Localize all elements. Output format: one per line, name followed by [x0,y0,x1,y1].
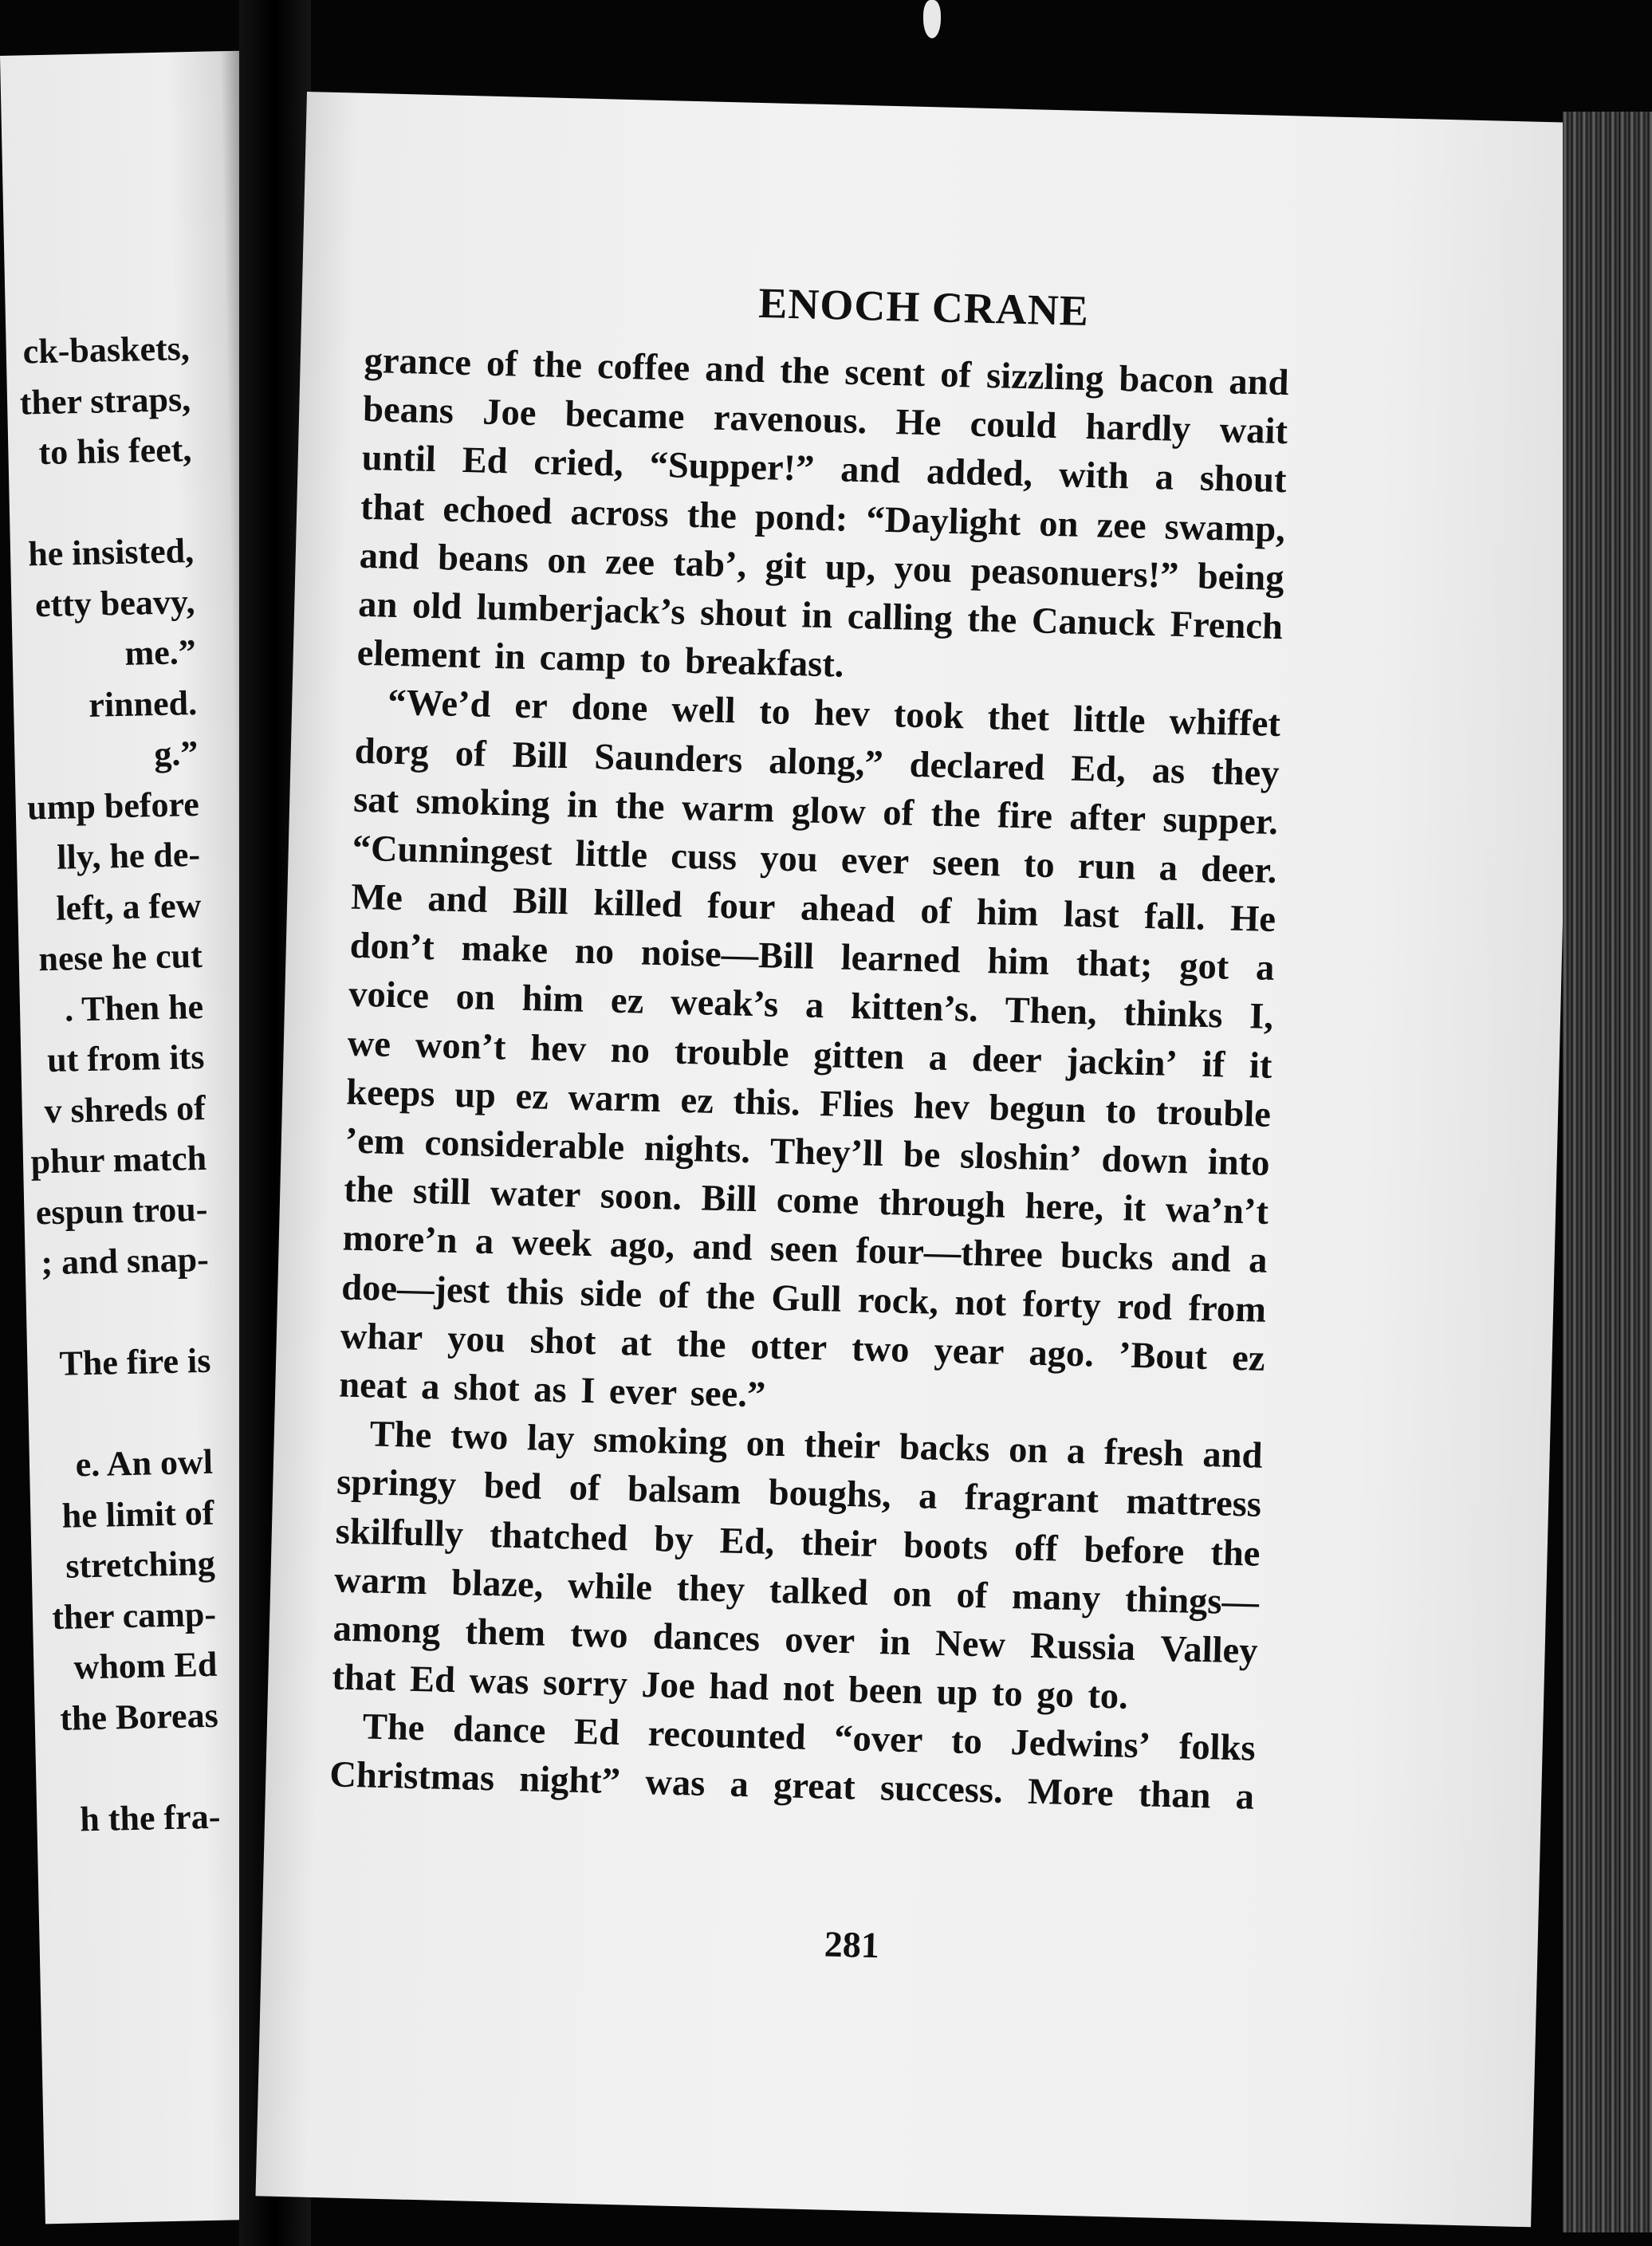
text-line: “Cunningest little cuss you ever seen to run a deer. [352,828,1277,891]
text-line: g.” [153,733,199,774]
text-line: neat a shot as I ever see.” [338,1364,766,1416]
text-line: v shreds of [44,1088,206,1131]
text-line: he insisted, [27,531,195,574]
page-edges [1563,112,1652,2232]
text-line: we won’t hev no trouble gitten a deer jackin’ if it [347,1023,1273,1087]
text-line [0,1386,212,1441]
text-line: nese he cut [37,935,203,979]
text-line: Christmas night” was a great success. More than a [328,1754,1255,1819]
text-line [0,1284,210,1339]
text-line: The fire is [59,1340,211,1383]
text-line: whar you shot at the otter two year ago. ’Bout ez [340,1316,1266,1379]
running-head: ENOCH CRANE [757,278,1090,336]
text-line: keeps up ez warm ez this. Flies hev begun to trouble [345,1072,1272,1135]
page-number: 281 [824,1923,880,1966]
text-line: element in camp to breakfast. [356,632,845,686]
text-line: sat smoking in the warm glow of the fire after supper. [352,779,1279,843]
text-line: beans Joe became ravenous. He could hardly wait [362,389,1288,453]
text-line: ; and snap- [40,1239,210,1283]
text-line: that echoed across the pond: “Daylight on zee swamp, [360,486,1286,550]
text-line: “We’d er done well to hev took thet little whiffet [387,682,1281,745]
text-line: e. An owl [75,1442,214,1485]
right-page [255,92,1582,2227]
text-line: me.” [124,632,197,673]
text-line: grance of the coffee and the scent of sizzling bacon and [364,340,1290,404]
text-line: springy bed of balsam boughs, a fragrant mattress [336,1461,1262,1526]
text-line: dorg of Bill Saunders along,” declared Ed, as they [354,730,1280,794]
text-line: among them two dances over in New Russia Valley [332,1608,1259,1672]
text-line: phur match [30,1138,207,1182]
text-line: skilfully thatched by Ed, their boots off before the [335,1510,1261,1575]
text-line: ther straps, [19,379,191,423]
text-line [0,475,193,530]
text-line: whom Ed [73,1644,218,1687]
left-page-text [0,323,221,1846]
text-line: ump before [26,784,200,827]
text-line: The dance Ed recounted “over to Jedwins’ folks [362,1706,1257,1769]
text-line: voice on him ez weak’s a kitten’s. Then, thinks I, [348,974,1274,1038]
text-line: until Ed cried, “Supper!” and added, with a shout [361,438,1288,502]
text-line: left, a few [55,885,202,928]
text-line: doe—jest this side of the Gull rock, not forty rod from [340,1267,1267,1331]
text-line: an old lumberjack’s shout in calling the Canuck French [357,584,1284,648]
text-line: h the fra- [79,1796,221,1839]
text-line: he limit of [61,1493,214,1536]
text-line: don’t make no noise—Bill learned him that; got a [349,925,1276,989]
text-line: that Ed was sorry Joe had not been up to go to. [331,1657,1129,1717]
text-line: etty beavy, [34,581,195,624]
text-line: and beans on zee tab’, git up, you peasonuers!” being [359,535,1285,599]
text-line [3,1741,219,1796]
text-line: espun trou- [35,1189,208,1232]
page-body-text [329,336,1290,1822]
text-line: ck-baskets, [22,328,191,372]
text-line: stretching [65,1543,216,1586]
text-line: . Then he [64,986,204,1029]
text-line: rinned. [88,682,198,725]
text-line: the Boreas [59,1695,219,1738]
text-line: warm blaze, while they talked on of many things— [333,1560,1260,1623]
text-line: to his feet, [38,430,192,473]
text-line: ther camp- [51,1594,217,1637]
text-line: ut from its [46,1036,205,1080]
text-line: lly, he de- [56,834,201,877]
text-line: ’em considerable nights. They’ll be sloshin’ down into [344,1120,1271,1184]
scan-artifact [923,0,941,38]
text-line: Me and Bill killed four ahead of him last fall. He [350,876,1276,941]
text-line: The two lay smoking on their backs on a fresh and [369,1414,1264,1477]
text-line: more’n a week ago, and seen four—three bucks and a [342,1217,1268,1282]
text-line: the still water soon. Bill come through here, it wa’n’t [343,1169,1269,1233]
